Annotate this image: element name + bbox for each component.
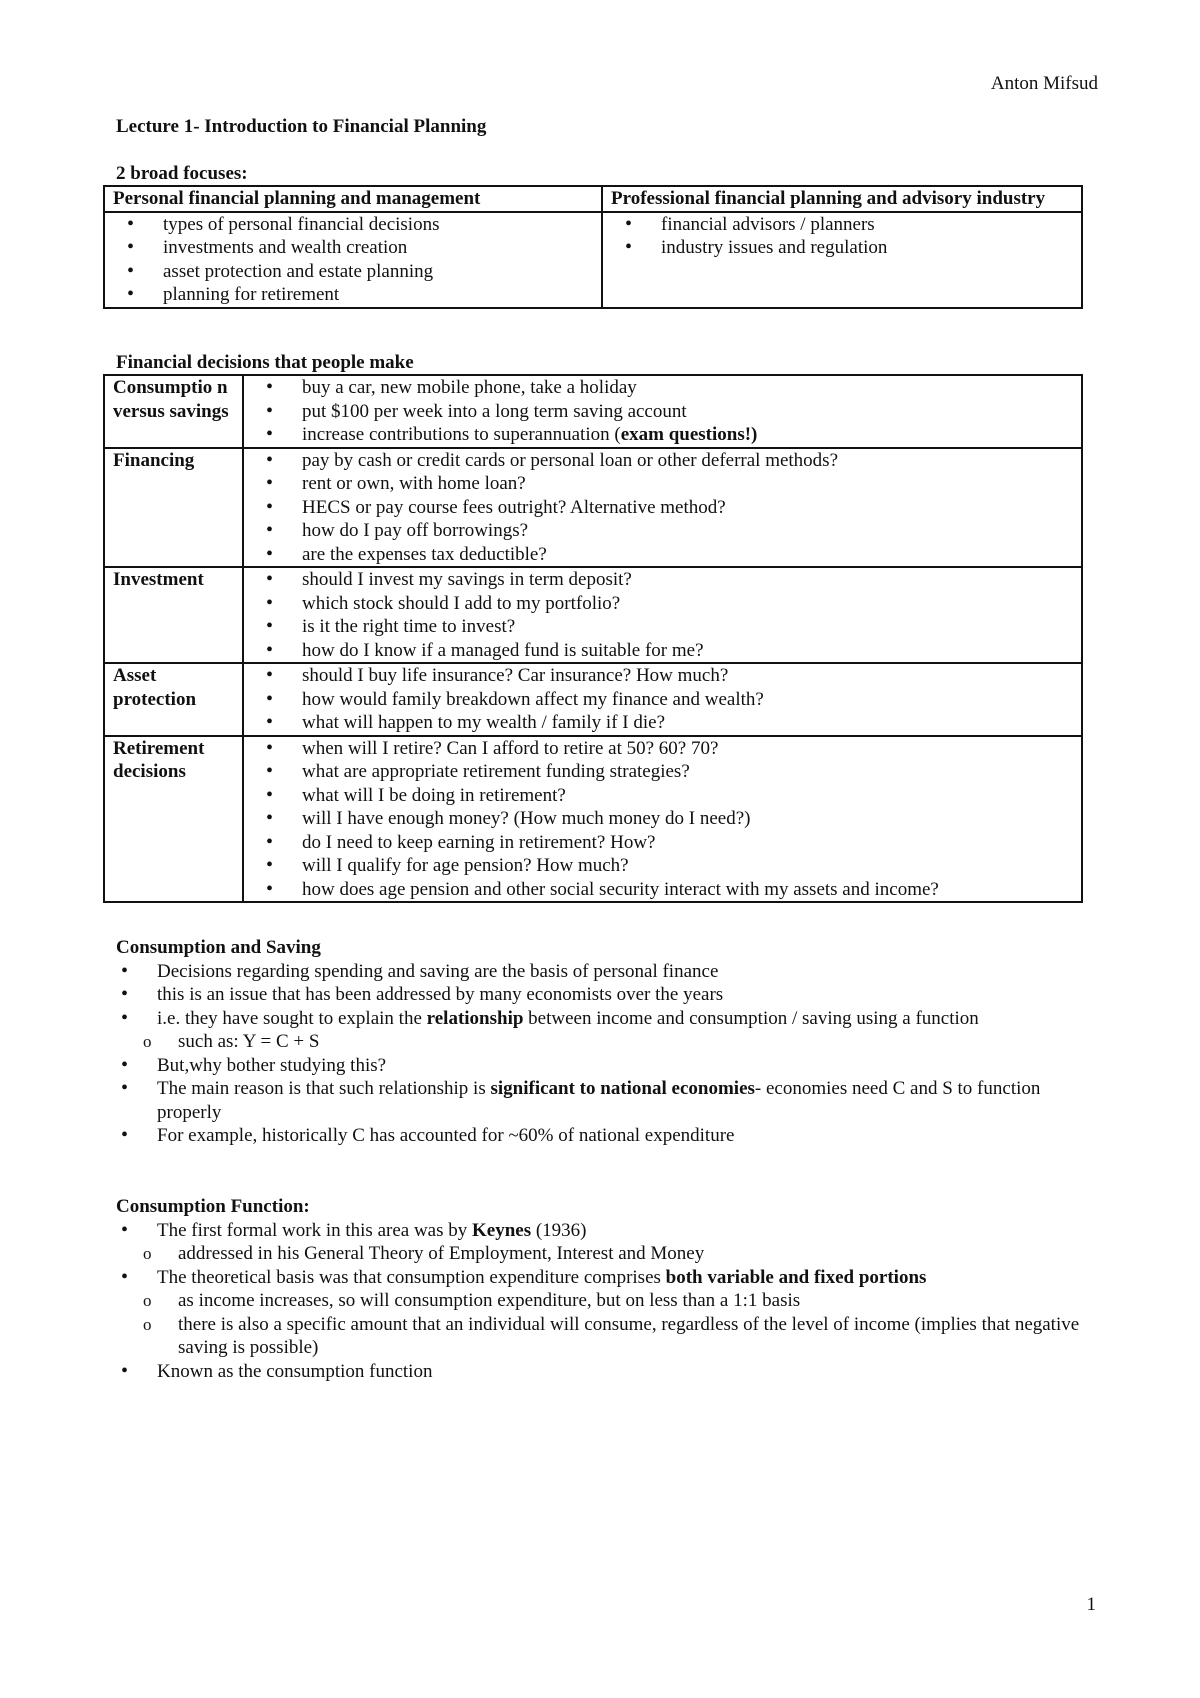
exam-note: exam questions!) <box>620 424 758 445</box>
list-item: • do I need to keep earning in retirement? How? <box>252 831 1073 855</box>
list-item: • what will happen to my wealth / family if I die? <box>252 711 1073 735</box>
decisions-heading: Financial decisions that people make <box>116 352 414 373</box>
section-heading: Consumption Function: <box>116 1196 310 1217</box>
list-item: • what are appropriate retirement funding strategies? <box>252 760 1073 784</box>
focus-header-personal: Personal financial planning and management <box>104 186 602 212</box>
bold-term: both variable and fixed portions <box>665 1266 927 1288</box>
list-item: • types of personal financial decisions <box>113 213 593 237</box>
list-item: • But,why bother studying this? <box>107 1054 1086 1078</box>
page-number: 1 <box>1086 1594 1096 1615</box>
text-span: The first formal work in this area was by <box>157 1219 472 1241</box>
list-item: • put $100 per week into a long term saving account <box>252 400 1073 424</box>
list-item: • is it the right time to invest? <box>252 615 1073 639</box>
list-item: • what will I be doing in retirement? <box>252 784 1073 808</box>
list-item: • how do I know if a managed fund is suitable for me? <box>252 639 1073 663</box>
text-span: The main reason is that such relationship is <box>157 1078 491 1099</box>
list-item <box>107 1266 1086 1360</box>
consumption-saving-section <box>116 936 1086 1148</box>
list-item: • industry issues and regulation <box>611 236 1073 260</box>
list-item <box>107 1077 1086 1124</box>
consumption-function-section <box>116 1195 1086 1383</box>
author-name: Anton Mifsud <box>990 73 1098 94</box>
table-row <box>104 663 1082 736</box>
list-item: • HECS or pay course fees outright? Alternative method? <box>252 496 1073 520</box>
focus-cell-personal <box>104 212 602 308</box>
sub-list-item: o as income increases, so will consumption expenditure, but on less than a 1:1 basis <box>107 1289 1086 1313</box>
list-item: • when will I retire? Can I afford to retire at 50? 60? 70? <box>252 737 1073 761</box>
decision-label: Asset protection <box>104 663 243 736</box>
list-item: • which stock should I add to my portfolio? <box>252 592 1073 616</box>
decision-label: Retirement decisions <box>104 736 243 903</box>
list-item: • how would family breakdown affect my finance and wealth? <box>252 688 1073 712</box>
decision-label: Consumptio n versus savings <box>104 375 243 448</box>
list-item: • pay by cash or credit cards or personal loan or other deferral methods? <box>252 449 1073 473</box>
focus-header-professional: Professional financial planning and advisory industry <box>602 186 1082 212</box>
table-row <box>104 567 1082 663</box>
list-item: • planning for retirement <box>113 283 593 307</box>
list-item: • will I have enough money? (How much money do I need?) <box>252 807 1073 831</box>
list-item: • Decisions regarding spending and saving are the basis of personal finance <box>107 960 1086 984</box>
text-span: increase contributions to superannuation ( <box>302 424 621 445</box>
table-row <box>104 375 1082 448</box>
page-title: Lecture 1- Introduction to Financial Planning <box>116 116 487 137</box>
bold-term: relationship <box>426 1007 524 1029</box>
focus-cell-professional <box>602 212 1082 308</box>
decision-label: Financing <box>104 448 243 568</box>
decision-items <box>243 448 1082 568</box>
text-span: i.e. they have sought to explain the <box>157 1007 427 1029</box>
list-item: • Known as the consumption function <box>107 1360 1086 1384</box>
decisions-table <box>103 374 1083 903</box>
decision-items <box>243 663 1082 736</box>
text-span: The theoretical basis was that consumption expenditure comprises <box>157 1266 666 1288</box>
list-item: • how does age pension and other social security interact with my assets and income? <box>252 878 1073 902</box>
list-item: • investments and wealth creation <box>113 236 593 260</box>
sub-list-item: o addressed in his General Theory of Employment, Interest and Money <box>107 1242 1086 1266</box>
table-row <box>104 448 1082 568</box>
list-item <box>107 1219 1086 1266</box>
decision-items <box>243 375 1082 448</box>
section-heading: Consumption and Saving <box>116 937 321 958</box>
decision-items <box>243 736 1082 903</box>
list-item: • For example, historically C has accounted for ~60% of national expenditure <box>107 1124 1086 1148</box>
list-item: • asset protection and estate planning <box>113 260 593 284</box>
list-item: • financial advisors / planners <box>611 213 1073 237</box>
decision-label: Investment <box>104 567 243 663</box>
text-span: - economies need C and S to function properly <box>157 1078 1041 1123</box>
focuses-heading: 2 broad focuses: <box>116 163 248 184</box>
focuses-table <box>103 185 1083 309</box>
list-item: • this is an issue that has been addressed by many economists over the years <box>107 983 1086 1007</box>
list-item: • rent or own, with home loan? <box>252 472 1073 496</box>
list-item: • are the expenses tax deductible? <box>252 543 1073 567</box>
decision-items <box>243 567 1082 663</box>
list-item: • should I buy life insurance? Car insurance? How much? <box>252 664 1073 688</box>
sub-list-item: o there is also a specific amount that an individual will consume, regardless of the level of income (implies that negative saving is possible) <box>107 1313 1086 1360</box>
list-item: • buy a car, new mobile phone, take a holiday <box>252 376 1073 400</box>
list-item: • should I invest my savings in term deposit? <box>252 568 1073 592</box>
list-item <box>107 1007 1086 1054</box>
text-span: between income and consumption / saving using a function <box>523 1007 979 1029</box>
list-item: • will I qualify for age pension? How much? <box>252 854 1073 878</box>
list-item: • how do I pay off borrowings? <box>252 519 1073 543</box>
sub-list-item: o such as: Y = C + S <box>107 1030 1086 1054</box>
list-item <box>252 423 1073 447</box>
bold-term: Keynes <box>472 1219 532 1241</box>
text-span: (1936) <box>531 1219 587 1241</box>
table-row <box>104 736 1082 903</box>
bold-term: significant to national economies <box>490 1078 755 1099</box>
